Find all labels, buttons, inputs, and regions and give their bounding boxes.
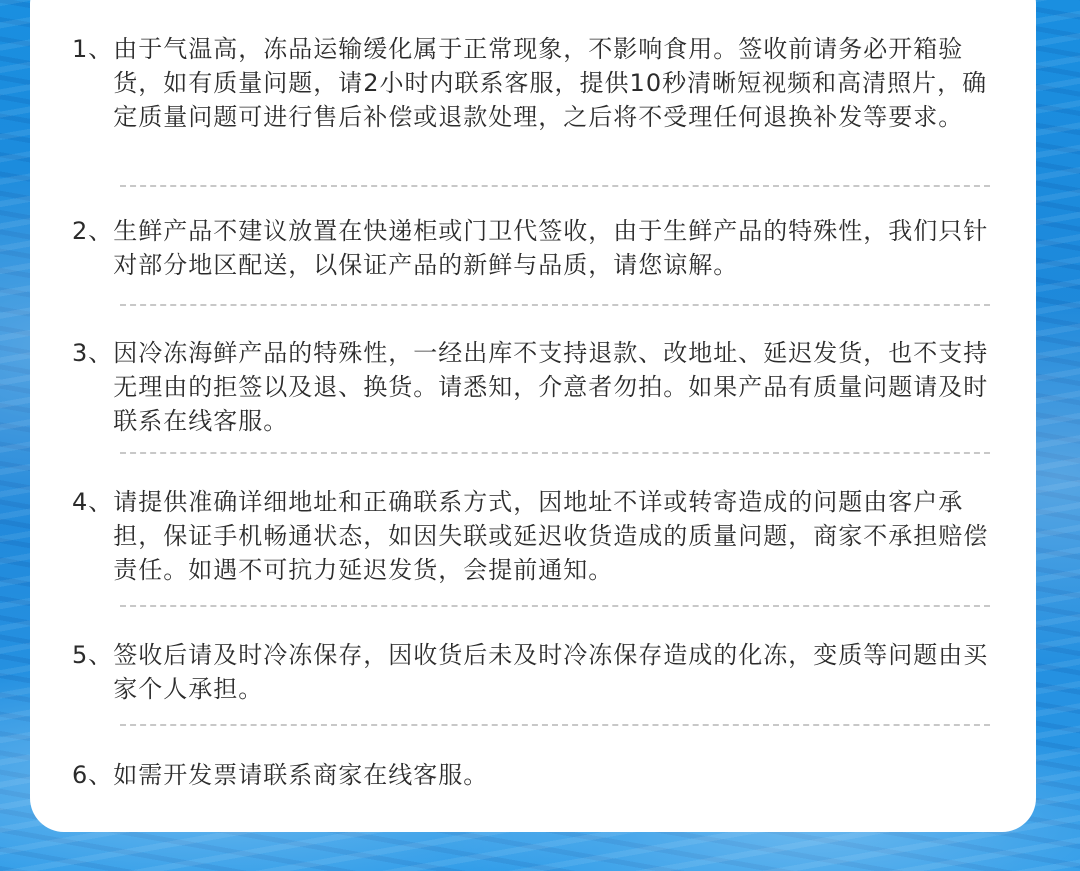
notice-text: 请提供准确详细地址和正确联系方式，因地址不详或转寄造成的问题由客户承担，保证手机畅通状态，如因失联或延迟收货造成的质量问题，商家不承担赔偿责任。如遇不可抗力延迟发货，会提前通知。 [113,488,989,584]
notice-item-3 [72,336,992,438]
notice-text: 如需开发票请联系商家在线客服。 [113,761,489,789]
dashed-divider [120,724,990,726]
dashed-divider [120,452,990,454]
notice-number: 3、 [72,339,114,367]
notice-item-1 [72,32,992,134]
notice-item-4 [72,485,992,587]
dashed-divider [120,605,990,607]
dashed-divider [120,185,990,187]
notice-item-5 [72,638,992,706]
notice-text: 由于气温高，冻品运输缓化属于正常现象，不影响食用。签收前请务必开箱验货，如有质量问题，请2小时内联系客服，提供10秒清晰短视频和高清照片，确定质量问题可进行售后补偿或退款处理，之后将不受理任何退换补发等要求。 [113,35,988,131]
notice-number: 6、 [72,761,114,789]
dashed-divider [120,304,990,306]
notice-item-6 [72,758,992,792]
notice-number: 2、 [72,217,114,245]
notice-text: 因冷冻海鲜产品的特殊性，一经出库不支持退款、改地址、延迟发货，也不支持无理由的拒签以及退、换货。请悉知，介意者勿拍。如果产品有质量问题请及时联系在线客服。 [113,339,989,435]
notice-number: 4、 [72,488,114,516]
notice-number: 5、 [72,641,114,669]
notice-text: 生鲜产品不建议放置在快递柜或门卫代签收，由于生鲜产品的特殊性，我们只针对部分地区配送，以保证产品的新鲜与品质，请您谅解。 [113,217,989,279]
notice-text: 签收后请及时冷冻保存，因收货后未及时冷冻保存造成的化冻，变质等问题由买家个人承担。 [113,641,989,703]
notice-number: 1、 [72,35,114,63]
notice-item-2 [72,214,992,282]
